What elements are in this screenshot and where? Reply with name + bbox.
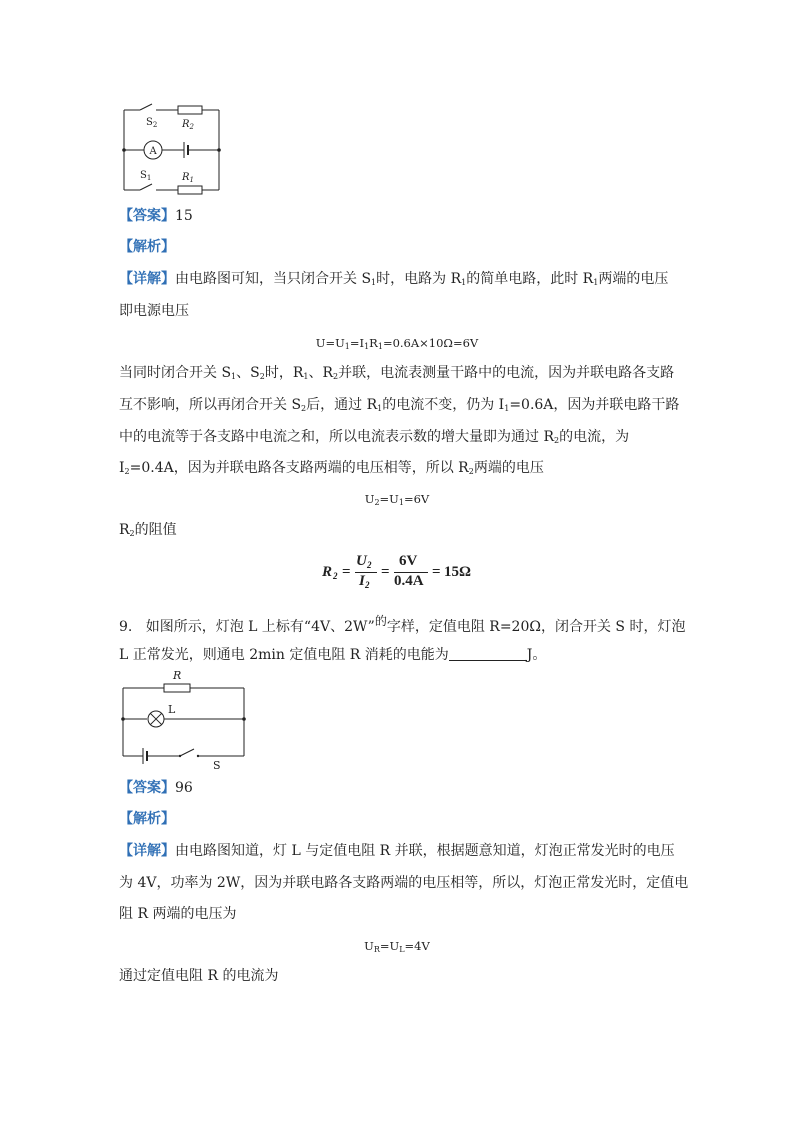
q9-detail-line2: 为 4V，功率为 2W，因为并联电路各支路两端的电压相等，所以，灯泡正常发光时，定值电 (119, 875, 689, 891)
answer-tag: 【答案】 (119, 208, 175, 224)
answer-blank (449, 646, 527, 661)
detail-tag: 【详解】 (119, 843, 175, 859)
q9-answer-line (119, 778, 193, 798)
circuit-diagram-2 (118, 668, 250, 774)
q9-detail-line4: 通过定值电阻 R 的电流为 (119, 968, 279, 984)
label-switch: S (213, 759, 221, 772)
label-lamp: L (168, 703, 176, 716)
q9-text-line2: L 正常发光，则通电 2min 定值电阻 R 消耗的电能为 J。 (119, 647, 547, 663)
q8-detail-line2: 即电源电压 (119, 303, 189, 319)
detail-tag: 【详解】 (119, 271, 175, 287)
q8-detail-line4: 互不影响，所以再闭合开关 $S_2$后，通过 $R_1$的电流不变，仍为 $I_1=0.6A$，因为并联电路干路 (119, 397, 680, 413)
q9-equation-1: $U_R=U_L=4V$ (364, 939, 430, 954)
q8-answer-line (119, 206, 193, 226)
question-number: 9. (119, 619, 133, 635)
q9-text-line1: 9. 如图所示，灯泡 L 上标有“4V、2W”的字样，定值电阻 R=20Ω，闭合开关 S 时，灯泡 (119, 614, 686, 635)
answer-value: 15 (175, 208, 193, 224)
label-r2: R (182, 119, 190, 130)
svg-text:R2: $R_2$ (182, 119, 194, 131)
answer-value: 96 (175, 780, 193, 796)
q8-detail-line5: 中的电流等于各支路中电流之和，所以电流表示数的增大量即为通过 $R_2$的电流，为 (119, 429, 630, 445)
q8-detail-line7: $R_2$的阻值 (119, 522, 177, 538)
circuit-diagram-1 (118, 98, 228, 198)
q8-equation-2: $U_2=U_1=6V$ (364, 492, 430, 507)
q9-analysis-heading: 【解析】 (119, 811, 175, 827)
q8-analysis-heading: 【解析】 (119, 239, 175, 255)
q8-equation-1: $U=U_1=I_1R_1=0.6A\times 10\Omega=6V$ (315, 336, 479, 351)
q9-detail-line1: 【详解】由电路图知道，灯 L 与定值电阻 R 并联，根据题意知道，灯泡正常发光时的电压 (119, 843, 675, 859)
svg-text:S2: $S_2$ (146, 117, 158, 129)
label-s1: S (140, 170, 147, 181)
q8-detail-line3: 当同时闭合开关 $S_1$、$S_2$时，$R_1$、$R_2$并联，电流表测量干路中的电流，因为并联电路各支路 (119, 365, 675, 381)
ammeter-label: A (149, 146, 157, 157)
q8-detail-line6: $I_2=0.4A$，因为并联电路各支路两端的电压相等，所以 $R_2$两端的电压 (119, 460, 544, 476)
label-r1: R (182, 172, 190, 183)
answer-tag: 【答案】 (119, 780, 175, 796)
q9-detail-line3: 阻 R 两端的电压为 (119, 906, 237, 922)
label-s2: S (146, 117, 153, 128)
q8-equation-3: R 2 = U 2 I 2 = 6V 0.4A = 15Ω (322, 553, 472, 590)
q8-detail-line1: 【详解】由电路图可知，当只闭合开关 $S_1$时，电路为 $R_1$的简单电路，此时 $R_1$两端的电压 (119, 271, 669, 287)
svg-text:S1: $S_1$ (140, 170, 152, 182)
svg-text:R1: $R_1$ (182, 172, 194, 184)
label-r: R (173, 669, 182, 682)
